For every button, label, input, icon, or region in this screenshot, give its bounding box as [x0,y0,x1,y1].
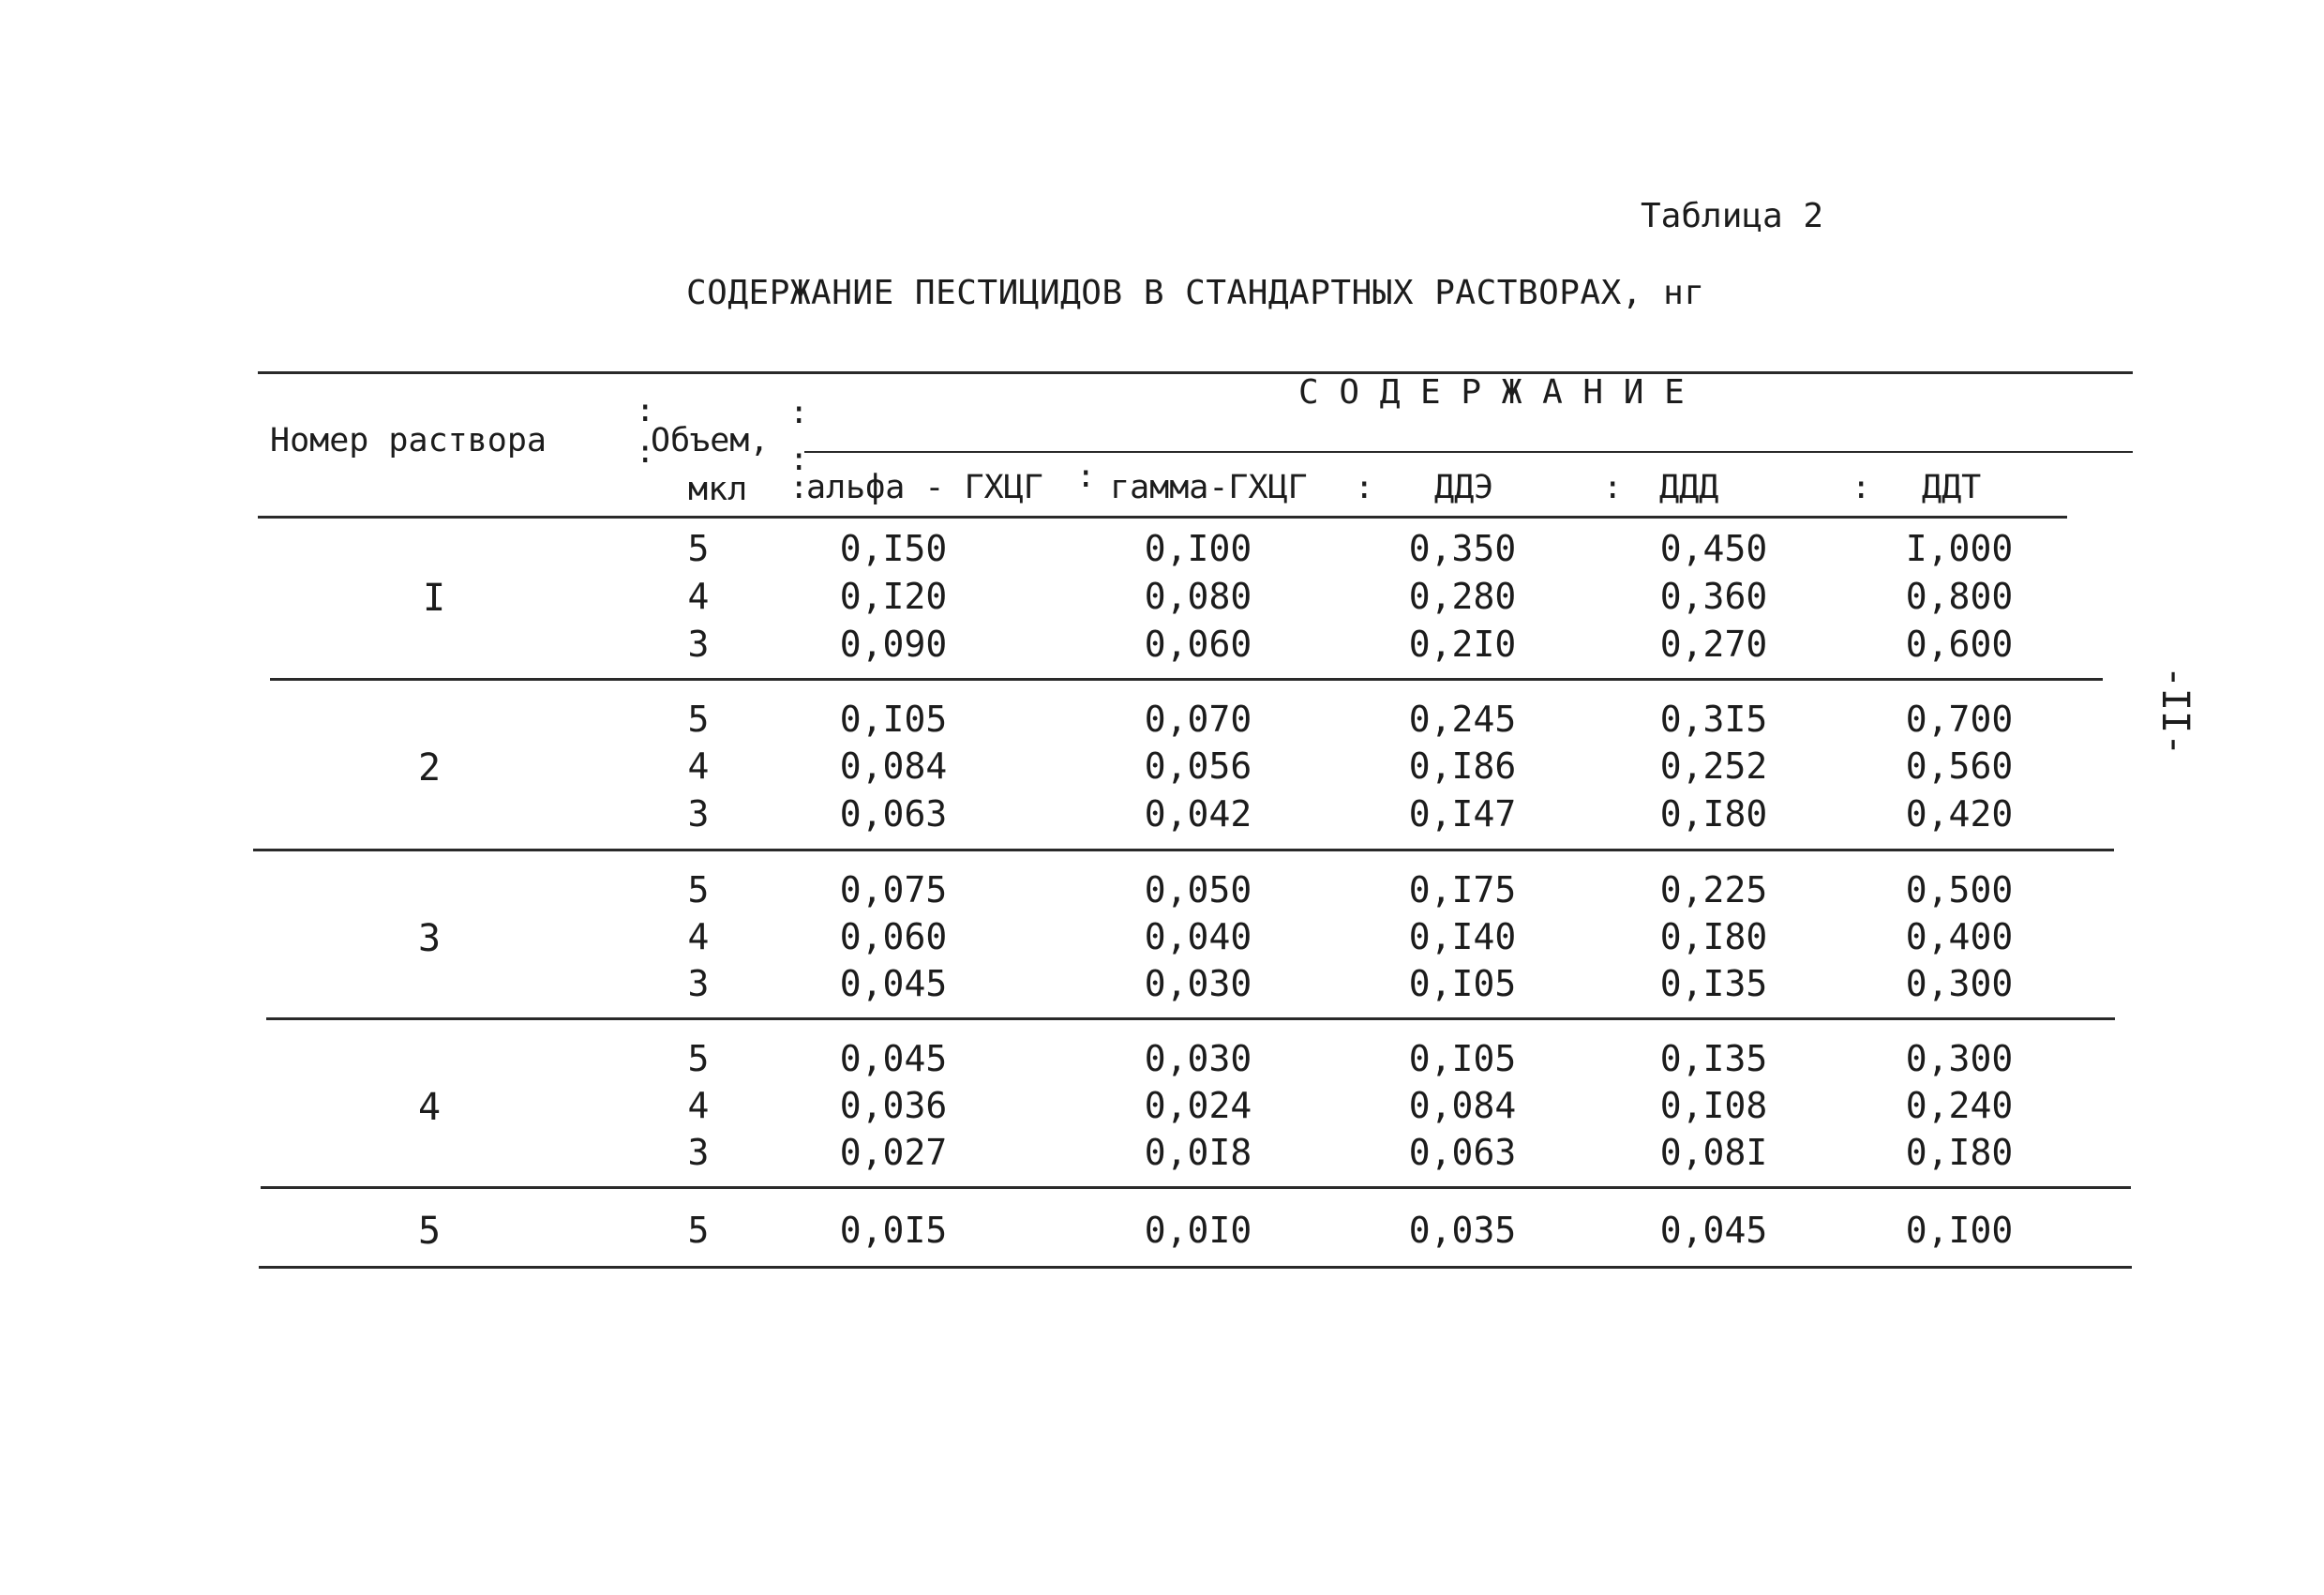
table-cell: 0,063 [839,793,948,835]
header-separator: : [636,433,655,471]
table-cell: 4 [687,1085,710,1126]
table-cell: 0,I00 [1144,528,1252,569]
table-cell: 0,225 [1659,869,1768,910]
header-separator: : [636,392,655,429]
table-cell: 0,3I5 [1659,699,1768,740]
table-cell: 5 [687,528,710,569]
table-cell: 0,I05 [839,699,948,740]
table-cell: 0,I00 [1905,1210,2014,1251]
table-cell: 0,420 [1905,793,2014,835]
header-separator: : [789,441,809,478]
table-cell: 0,045 [1659,1210,1768,1251]
table-cell: 0,I80 [1659,793,1768,835]
table-cell: 0,I05 [1408,1038,1517,1079]
header-separator: : [1076,458,1096,495]
table-cell: 0,063 [1408,1132,1517,1173]
table-cell: 0,045 [839,963,948,1004]
header-volume-unit: мкл [688,471,748,508]
page-number: -II- [2153,665,2197,757]
table-cell: 0,050 [1144,869,1252,910]
table-cell: 0,240 [1905,1085,2014,1126]
table-title: СОДЕРЖАНИЕ ПЕСТИЦИДОВ В СТАНДАРТНЫХ РАСТВОРАХ, нг [686,274,1705,312]
header-bottom-rule [258,516,2067,519]
table-cell: 0,030 [1144,963,1252,1004]
solution-number: 3 [417,917,442,960]
solution-number: 5 [417,1210,442,1253]
table-cell: 0,300 [1905,1038,2014,1079]
header-separator: : [789,394,809,431]
table-cell: 0,360 [1659,576,1768,617]
table-cell: 5 [687,869,710,910]
group-divider [270,678,2103,681]
table-cell: 0,08I [1659,1132,1768,1173]
table-cell: 3 [687,1132,710,1173]
table-cell: 0,I35 [1659,963,1768,1004]
table-cell: 0,060 [839,916,948,957]
table-cell: 5 [687,699,710,740]
table-cell: 0,I75 [1408,869,1517,910]
table-cell: 0,700 [1905,699,2014,740]
table-cell: 3 [687,793,710,835]
table-cell: 0,350 [1408,528,1517,569]
table-cell: 0,0I0 [1144,1210,1252,1251]
group-divider [261,1186,2131,1189]
table-cell: 0,450 [1659,528,1768,569]
header-volume: Объем, [651,422,770,459]
table-cell: 0,I08 [1659,1085,1768,1126]
header-dde: ДДЭ [1434,469,1494,506]
table-cell: 0,I80 [1659,916,1768,957]
solution-number: 2 [417,746,442,790]
table-cell: 0,0I5 [839,1210,948,1251]
table-top-rule [258,371,2133,374]
table-cell: 3 [687,624,710,665]
table-cell: 0,090 [839,624,948,665]
solution-number: I [422,577,446,620]
table-cell: 0,I35 [1659,1038,1768,1079]
table-cell: 0,080 [1144,576,1252,617]
table-cell: 0,084 [1408,1085,1517,1126]
table-cell: 0,070 [1144,699,1252,740]
group-header-rule [804,451,2133,453]
table-cell: 0,I86 [1408,745,1517,787]
group-divider [266,1017,2115,1020]
table-cell: 0,500 [1905,869,2014,910]
table-cell: 4 [687,576,710,617]
table-cell: 0,040 [1144,916,1252,957]
table-cell: 0,I20 [839,576,948,617]
header-separator: : [789,469,809,506]
table-cell: 0,560 [1905,745,2014,787]
table-bottom-rule [259,1266,2132,1269]
solution-number: 4 [417,1086,442,1129]
header-ddd: ДДД [1659,469,1719,506]
table-cell: 0,252 [1659,745,1768,787]
table-cell: 0,300 [1905,963,2014,1004]
header-ddt: ДДТ [1922,469,1982,506]
table-cell: 0,I50 [839,528,948,569]
table-cell: 0,I47 [1408,793,1517,835]
table-cell: 3 [687,963,710,1004]
table-cell: 0,075 [839,869,948,910]
table-cell: 0,I80 [1905,1132,2014,1173]
table-cell: 0,270 [1659,624,1768,665]
table-cell: 0,245 [1408,699,1517,740]
header-alpha-hch: альфа - ГХЦГ [806,469,1043,506]
table-cell: 0,I05 [1408,963,1517,1004]
table-cell: 4 [687,745,710,787]
header-content-group: С О Д Е Р Ж А Н И Е [1298,373,1685,412]
table-cell: 0,060 [1144,624,1252,665]
table-cell: 0,056 [1144,745,1252,787]
table-cell: 0,0I8 [1144,1132,1252,1173]
header-separator: : [1852,469,1871,506]
table-cell: I,000 [1905,528,2014,569]
table-cell: 0,027 [839,1132,948,1173]
table-cell: 0,600 [1905,624,2014,665]
header-gamma-hch: гамма-ГХЦГ [1110,469,1308,506]
group-divider [253,849,2114,851]
table-cell: 0,024 [1144,1085,1252,1126]
header-solution-number: Номер раствора [270,422,547,459]
table-cell: 0,280 [1408,576,1517,617]
table-cell: 0,800 [1905,576,2014,617]
table-cell: 0,2I0 [1408,624,1517,665]
table-cell: 5 [687,1038,710,1079]
table-cell: 0,I40 [1408,916,1517,957]
table-cell: 0,045 [839,1038,948,1079]
table-cell: 0,042 [1144,793,1252,835]
table-cell: 0,084 [839,745,948,787]
header-separator: : [1355,469,1374,506]
table-cell: 0,035 [1408,1210,1517,1251]
table-cell: 5 [687,1210,710,1251]
header-separator: : [1603,469,1623,506]
table-cell: 0,030 [1144,1038,1252,1079]
table-cell: 0,036 [839,1085,948,1126]
table-cell: 0,400 [1905,916,2014,957]
table-cell: 4 [687,916,710,957]
table-label: Таблица 2 [1641,197,1824,235]
